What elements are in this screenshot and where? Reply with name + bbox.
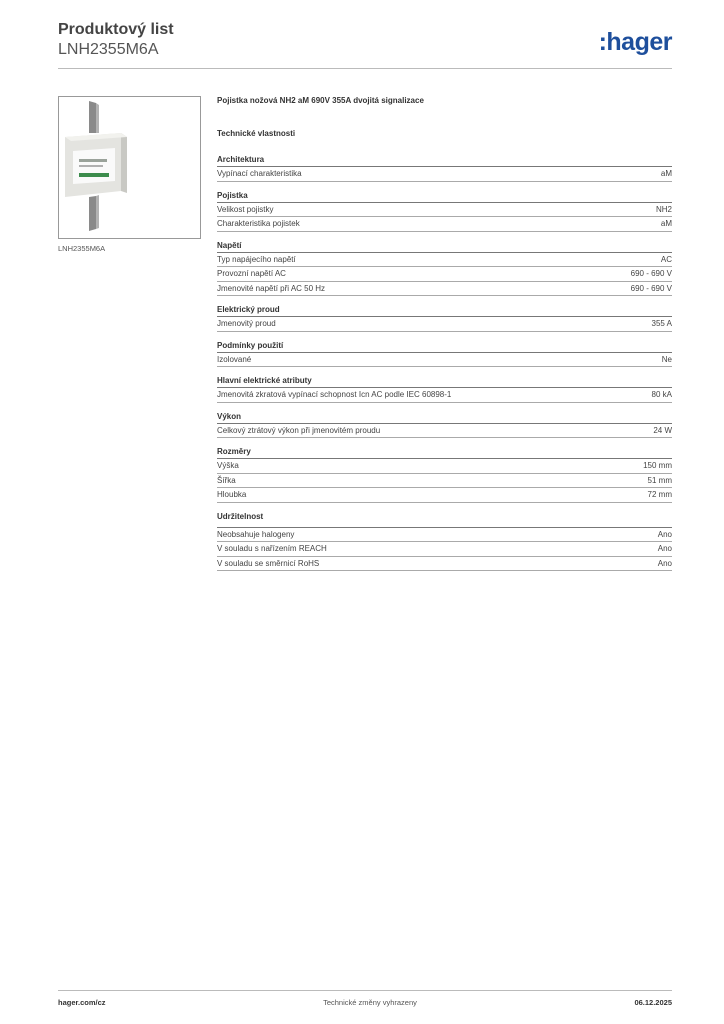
page-header [58,20,174,60]
spec-section [217,240,672,297]
spec-row [217,353,672,368]
spec-value: 355 A [651,319,672,328]
spec-value: 51 mm [647,475,672,485]
spec-section [217,446,672,503]
spec-section [217,375,672,403]
spec-sections [217,154,672,571]
spec-value: aM [660,169,672,178]
logo-colon-mark: : [598,28,607,56]
spec-row [217,528,672,543]
section-title: Napětí [217,240,672,253]
spec-row [217,253,672,268]
spec-value: Ano [657,558,672,568]
section-title: Udržitelnost [217,511,672,528]
spec-value: 690 - 690 V [630,283,672,293]
section-title: Podmínky použití [217,340,672,353]
spec-label: Izolované [217,354,252,364]
spec-value: aM [660,219,672,228]
spec-label: Výška [217,461,239,470]
fuse-illustration [59,97,200,238]
section-title: Rozměry [217,446,672,459]
spec-row [217,317,672,332]
spec-label: V souladu s nařízením REACH [217,544,327,553]
spec-value: 24 W [653,425,672,435]
document-title: Produktový list [58,21,174,38]
spec-label: Šířka [217,475,236,485]
header-divider [58,68,672,69]
hager-logo [599,28,672,57]
technical-title: Technické vlastnosti [217,129,296,138]
footer-note: Technické změny vyhrazeny [323,998,417,1007]
spec-label: Vypínací charakteristika [217,169,302,178]
image-caption: LNH2355M6A [58,244,106,253]
spec-section [217,190,672,232]
spec-section [217,411,672,439]
footer-date: 06.12.2025 [634,998,672,1007]
section-title: Hlavní elektrické atributy [217,375,672,388]
spec-row [217,488,672,503]
spec-value: Ano [657,544,672,553]
spec-row [217,459,672,474]
spec-label: Hloubka [217,490,247,499]
spec-section [217,304,672,332]
spec-value: NH2 [655,204,672,214]
section-title: Výkon [217,411,672,424]
spec-section [217,340,672,368]
spec-label: V souladu se směrnicí RoHS [217,558,320,568]
spec-label: Jmenovitá zkratová vypínací schopnost Icn AC podle IEC 60898-1 [217,390,452,399]
spec-row [217,282,672,297]
spec-value: AC [660,254,672,264]
footer-divider [58,990,672,991]
spec-label: Provozní napětí AC [217,269,286,278]
spec-section [217,154,672,182]
spec-row [217,167,672,182]
spec-label: Neobsahuje halogeny [217,529,295,539]
spec-label: Jmenovité napětí při AC 50 Hz [217,283,326,293]
spec-label: Jmenovitý proud [217,319,276,328]
section-title: Pojistka [217,190,672,203]
spec-label: Typ napájecího napětí [217,254,296,264]
spec-value: Ano [657,529,672,539]
spec-value: 150 mm [643,461,672,470]
spec-value: 72 mm [647,490,672,499]
spec-label: Charakteristika pojistek [217,219,300,228]
spec-row [217,557,672,572]
product-description: Pojistka nožová NH2 aM 690V 355A dvojitá signalizace [217,96,424,105]
spec-row [217,203,672,218]
spec-value: 80 kA [651,390,672,399]
spec-value: 690 - 690 V [630,269,672,278]
spec-value: Ne [661,354,672,364]
page-footer [58,998,672,1007]
specification-block [217,92,672,579]
spec-row [217,267,672,282]
section-title: Elektrický proud [217,304,672,317]
spec-row [217,474,672,489]
spec-row [217,424,672,439]
section-title: Architektura [217,154,672,167]
spec-label: Velikost pojistky [217,204,274,214]
spec-label: Celkový ztrátový výkon při jmenovitém proudu [217,425,381,435]
spec-section [217,511,672,572]
spec-row [217,217,672,232]
spec-row [217,388,672,403]
logo-text: hager [606,28,672,56]
spec-row [217,542,672,557]
product-image [58,96,201,239]
product-code: LNH2355M6A [58,41,159,58]
footer-website: hager.com/cz [58,998,106,1007]
